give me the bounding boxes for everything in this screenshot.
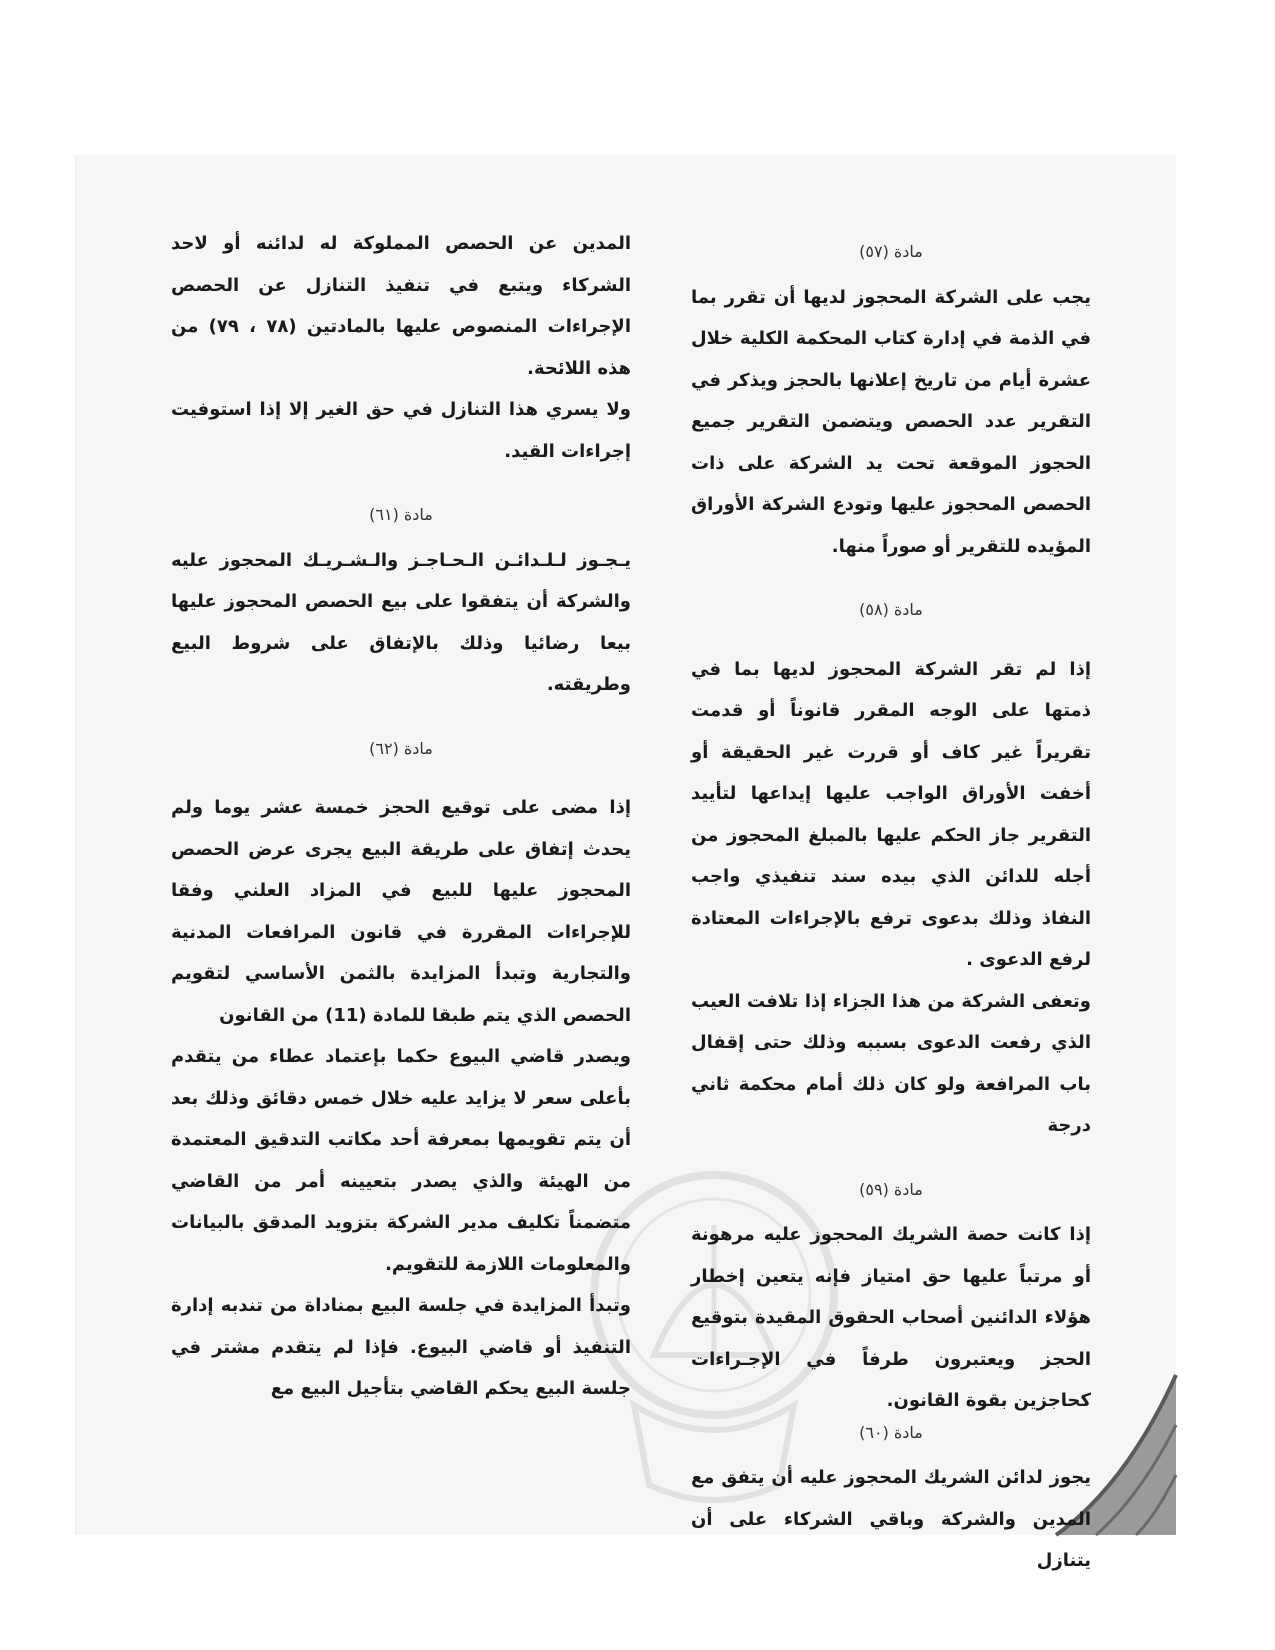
article-62-text-2: ويصدر قاضي البيوع حكما بإعتماد عطاء من يتقدم بأعلى سعر لا يزايد عليه خلال خمس دقائق وذلك بعد أن يتم تقويمها بمعرفة أحد مكاتب التدقيق المعتمدة من الهيئة والذي يصدر بتعيينه أمر من القاضي متضمناً تكليف مدير الشركة بتزويد المدقق بالبيانات والمعلومات اللازمة للتقويم. bbox=[171, 1046, 631, 1275]
article-60-text-2: ولا يسري هذا التنازل في حق الغير إلا إذا استوفيت إجراءات القيد. bbox=[171, 399, 631, 462]
article-heading-59: مادة (٥٩) bbox=[859, 1179, 923, 1199]
article-heading-61: مادة (٦١) bbox=[369, 505, 433, 524]
article-60-continuation: المدين عن الحصص المملوكة له لدائنه أو لاحد الشركاء ويتبع في تنفيذ التنازل عن الحصص الإجراءات المنصوص عليها بالمادتين (٧٨ ، ٧٩) من هذه اللائحة. bbox=[171, 233, 631, 379]
article-heading-60: مادة (٦٠) bbox=[859, 1422, 923, 1442]
left-text-column bbox=[171, 223, 631, 1410]
document-page bbox=[75, 155, 1176, 1571]
article-heading-57: مادة (٥٧) bbox=[859, 242, 923, 261]
article-59-text: إذا كانت حصة الشريك المحجوز عليه مرهونة أو مرتباً عليها حق امتياز فإنه يتعين إخطار هؤلاء الدائنين أصحاب الحقوق المقيدة بتوقيع الحجز ويعتبرون طرفاً في الإجـراءات كحاجزين بقوة القانون. bbox=[691, 1224, 1091, 1411]
article-62-text: إذا مضى على توقيع الحجز خمسة عشر يوما ولم يحدث إتفاق على طريقة البيع يجرى عرض الحصص المحجوز عليها للبيع في المزاد العلني وفقا للإجراءات المقررة في قانون المرافعات المدنية والتجارية وتبدأ المزايدة بالثمن الأساسي لتقويم الحصص الذي يتم طبقا للمادة (11) من القانون bbox=[171, 797, 631, 1026]
article-62-text-3: وتبدأ المزايدة في جلسة البيع بمناداة من تندبه إدارة التنفيذ أو قاضي البيوع. فإذا لم يتقدم مشتر في جلسة البيع يحكم القاضي بتأجيل البيع مع bbox=[171, 1295, 631, 1399]
right-text-column bbox=[691, 223, 1091, 1582]
article-58-text-2: وتعفى الشركة من هذا الجزاء إذا تلافت العيب الذي رفعت الدعوى بسببه وذلك حتى إقفال باب المرافعة ولو كان ذلك أمام محكمة ثاني درجة bbox=[691, 990, 1091, 1136]
article-heading-62: مادة (٦٢) bbox=[369, 738, 433, 758]
article-heading-58: مادة (٥٨) bbox=[859, 600, 923, 619]
article-57-text: يجب على الشركة المحجوز لديها أن تقرر بما في الذمة في إدارة كتاب المحكمة الكلية خلال عشرة أيام من تاريخ إعلانها بالحجز ويذكر في التقرير عدد الحصص ويتضمن التقرير جميع الحجوز الموقعة تحت يد الشركة على ذات الحصص المحجوز عليها وتودع الشركة الأوراق المؤيده للتقرير أو صوراً منها. bbox=[691, 286, 1091, 557]
article-58-text: إذا لم تقر الشركة المحجوز لديها بما في ذمتها على الوجه المقرر قانوناً أو قدمت تقريراً غير كاف أو قررت غير الحقيقة أو أخفت الأوراق الواجب عليها إيداعها لتأييد التقرير جاز الحكم عليها بالمبلغ المحجوز من أجله للدائن الذي بيده سند تنفيذي واجب النفاذ وذلك بدعوى ترفع بالإجراءات المعتادة لرفع الدعوى . bbox=[691, 658, 1091, 970]
article-60-text: يجوز لدائن الشريك المحجوز عليه أن يتفق مع المدين والشركة وباقي الشركاء على أن يتنازل bbox=[691, 1467, 1091, 1571]
article-61-text: يـجـوز لـلـدائـن الـحـاجـز والـشـريـك المحجوز عليه والشركة أن يتفقوا على بيع الحصص المحجوز عليها بيعا رضائيا وذلك بالإتفاق على شروط البيع وطريقته. bbox=[171, 549, 631, 695]
